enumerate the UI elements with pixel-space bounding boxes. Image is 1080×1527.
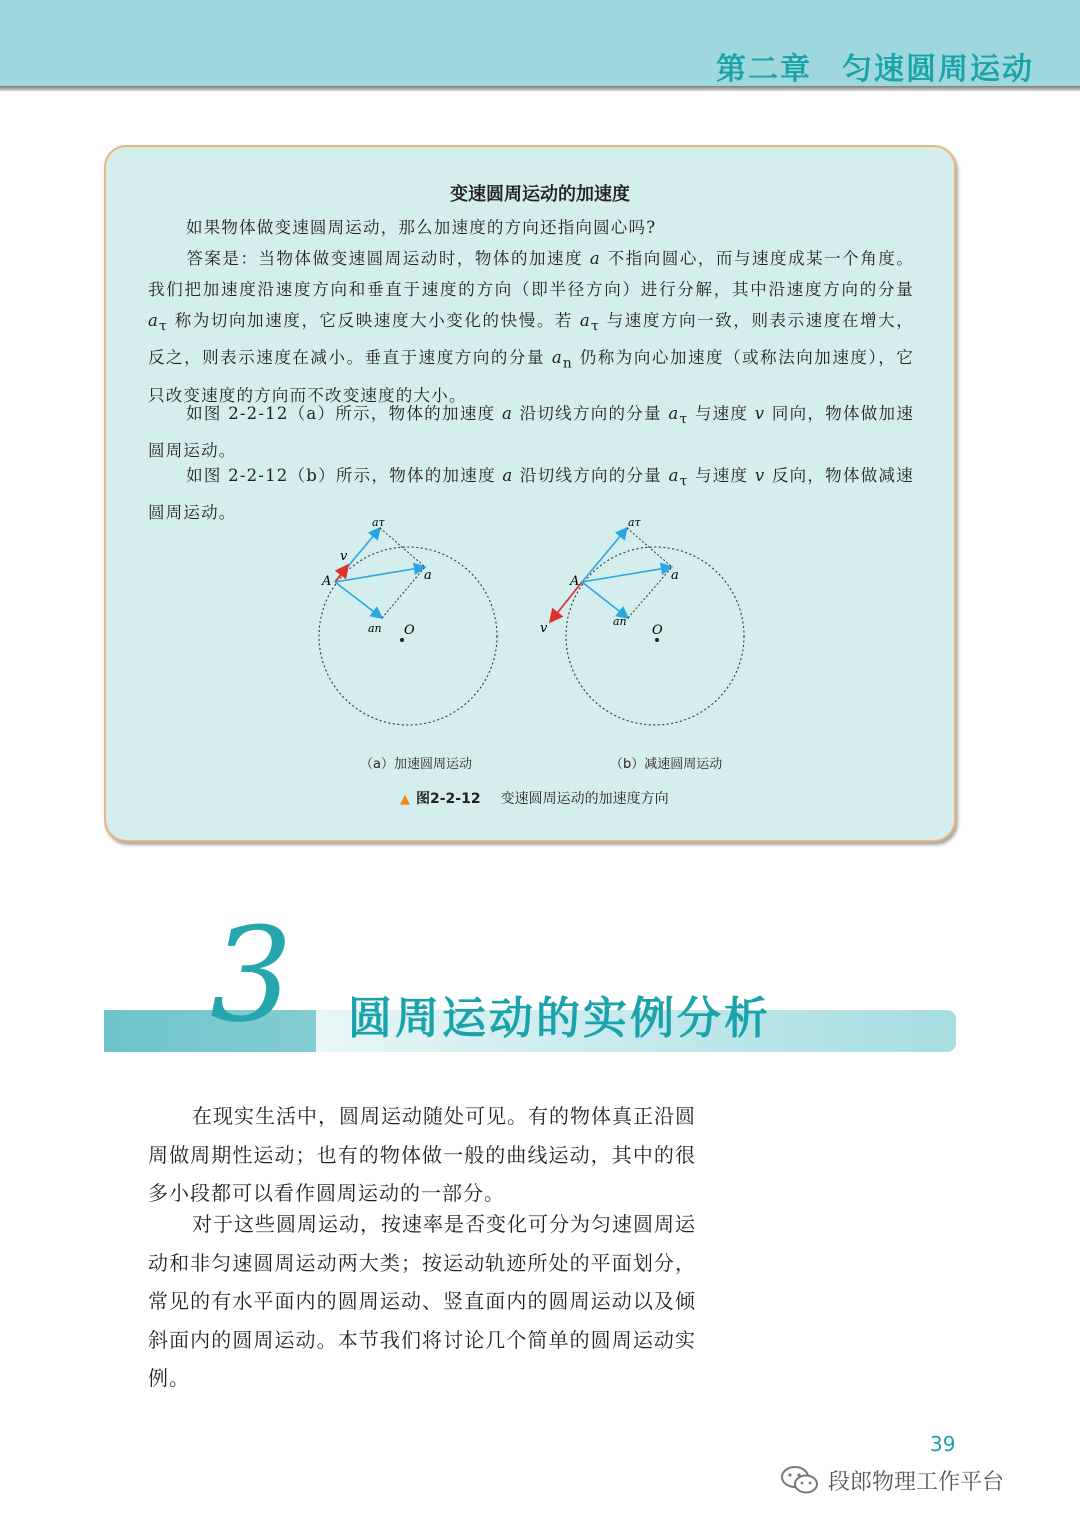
diagram-b [540, 516, 744, 725]
sym-a-n: a [551, 348, 563, 368]
box-p2-text-b: 不指向圆心，而与速度成某一个角度。我们把加速度沿速度方向和垂直于速度的方向（即半径方向）进行分解，其中沿速度方向的分量 [148, 249, 914, 299]
triangle-icon: ▲ [400, 792, 410, 807]
box-p3-text-a: 如图 2-2-12（a）所示，物体的加速度 [186, 404, 496, 423]
box-p1-text: 如果物体做变速圆周运动，那么加速度的方向还指向圆心吗? [186, 218, 657, 237]
watermark-text: 段郎物理工作平台 [828, 1469, 1005, 1495]
box-p4-text-a: 如图 2-2-12（b）所示，物体的加速度 [186, 466, 496, 485]
box-p4-text-d: 反向，物体做减速圆周运动。 [148, 466, 914, 523]
label-A-a: A [322, 574, 332, 589]
box-paragraph-1 [148, 212, 914, 243]
box-paragraph-3 [148, 398, 914, 466]
center-b [655, 638, 659, 642]
arrow-a-b [582, 567, 672, 582]
label-A-b: A [570, 574, 580, 589]
chapter-heading [716, 44, 1034, 88]
body-p2-text: 对于这些圆周运动，按速率是否变化可分为匀速圆周运动和非匀速圆周运动两大类；按运动轨迹所处的平面划分，常见的有水平面内的圆周运动、竖直面内的圆周运动以及倾斜面内的圆周运动。本节我们将讨论几个简单的圆周运动实例。 [148, 1212, 696, 1390]
page-number: 39 [930, 1432, 956, 1456]
body-paragraph-1 [148, 1097, 696, 1213]
label-v-a: v [340, 549, 348, 564]
sym-v: v [754, 404, 766, 423]
section-number: 3 [210, 899, 293, 1051]
section-title: 圆周运动的实例分析 [348, 993, 771, 1044]
sub-tau-4: τ [679, 473, 689, 490]
figure-2-2-12 [300, 512, 770, 782]
sub-tau: τ [159, 318, 168, 335]
sym-a-tau-4: a [668, 466, 680, 485]
body-p1-text: 在现实生活中，圆周运动随处可见。有的物体真正沿圆周做周期性运动；也有的物体做一般的曲线运动，其中的很多小段都可以看作圆周运动的一部分。 [148, 1104, 696, 1205]
box-title: 变速圆周运动的加速度 [450, 184, 630, 205]
watermark [780, 1464, 1004, 1496]
chapter-title: 匀速圆周运动 [842, 52, 1034, 87]
label-O-a: O [404, 623, 415, 638]
figure-title: 变速圆周运动的加速度方向 [500, 791, 669, 807]
sub-tau-2: τ [590, 318, 600, 335]
label-an-a: an [368, 622, 382, 635]
figure-caption [400, 788, 669, 808]
box-paragraph-2 [148, 243, 914, 411]
wechat-icon [780, 1464, 820, 1496]
center-a [400, 638, 404, 642]
box-p3-text-d: 同向，物体做加速圆周运动。 [148, 404, 915, 461]
arrow-a-a [335, 567, 425, 582]
sub-n: n [562, 355, 573, 372]
sym-v-2: v [754, 466, 766, 485]
sym-a: a [589, 249, 601, 268]
caption-a: （a）加速圆周运动 [360, 757, 472, 772]
chapter-number: 第二章 [716, 52, 812, 87]
label-v-b: v [540, 621, 548, 636]
label-O-b: O [652, 623, 663, 638]
box-p3-text-c: 与速度 [694, 404, 749, 423]
dash-2-b [628, 567, 672, 618]
dash-2-a [382, 567, 425, 618]
sym-a-2: a [501, 404, 514, 423]
box-p4-text-b: 沿切线方向的分量 [519, 466, 663, 485]
box-p2-text-a: 答案是：当物体做变速圆周运动时，物体的加速度 [186, 249, 584, 268]
diagram-a [319, 516, 497, 725]
label-an-b: an [613, 615, 627, 628]
box-p2-text-e: 仍称为向心加速度（或称法向加速度），它只改变速度的方向而不改变速度的大小。 [148, 348, 914, 405]
sym-a-tau: a [148, 311, 160, 330]
arrow-an-b [582, 582, 628, 618]
sym-a-tau-2: a [579, 311, 591, 330]
box-p4-text-c: 与速度 [694, 466, 749, 485]
arrow-a-tau-b [582, 528, 627, 582]
box-p2-text-d: 与速度方向一致，则表示速度在增大，反之，则表示速度在减小。垂直于速度方向的分量 [148, 311, 914, 368]
box-p3-text-b: 沿切线方向的分量 [519, 404, 662, 423]
sym-a-tau-3: a [668, 404, 680, 423]
sub-tau-3: τ [679, 411, 689, 428]
figure-diagrams [300, 512, 770, 782]
label-a-b: a [671, 568, 679, 583]
figure-number: 图2-2-12 [416, 791, 481, 807]
sym-a-3: a [502, 466, 514, 485]
arrow-an-a [335, 582, 382, 618]
label-a-a: a [424, 568, 432, 583]
box-p2-text-c: 称为切向加速度，它反映速度大小变化的快慢。若 [174, 311, 574, 330]
caption-b: （b）减速圆周运动 [610, 757, 723, 772]
label-at-a: aτ [372, 516, 385, 529]
label-at-b: aτ [628, 516, 641, 529]
body-paragraph-2 [148, 1205, 696, 1398]
